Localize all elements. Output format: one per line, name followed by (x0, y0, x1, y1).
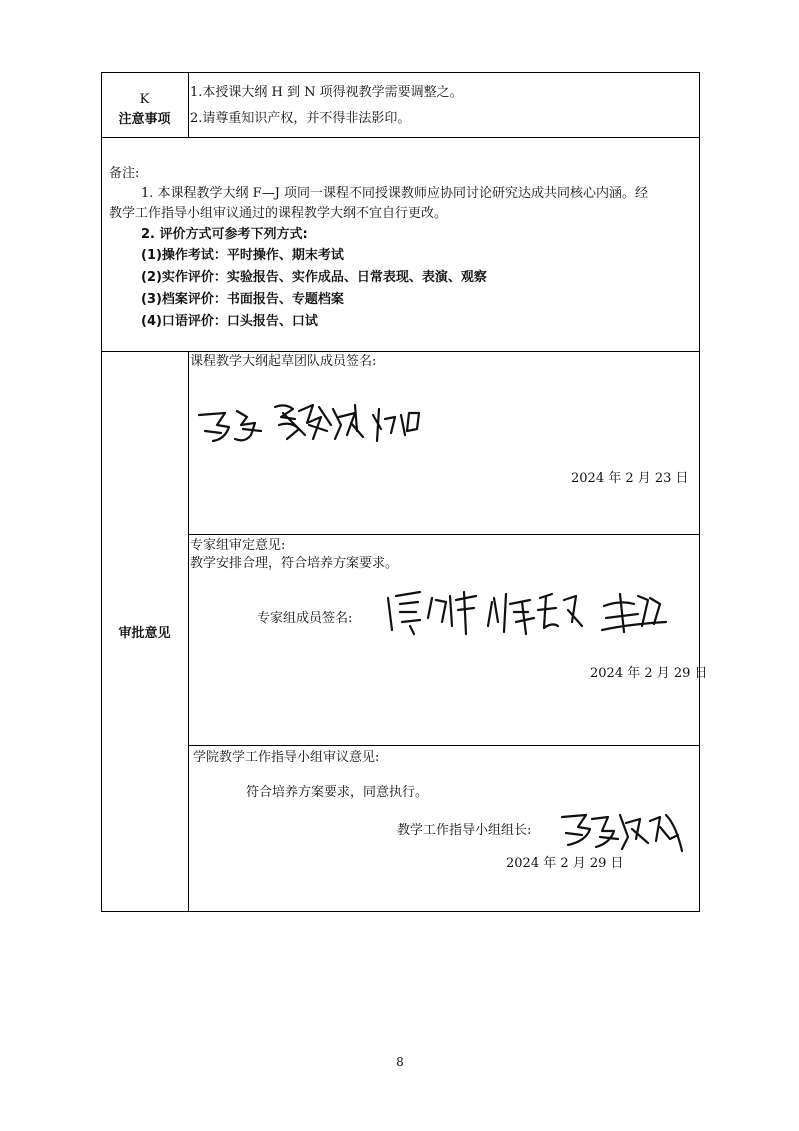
col-divider-notes (188, 72, 189, 138)
remarks-method-3: (3)档案评价：书面报告、专题档案 (141, 292, 344, 307)
remarks-heading: 备注: (109, 166, 140, 181)
expert-sign-label: 专家组成员签名: (257, 611, 353, 626)
remarks-method-2: (2)实作评价：实验报告、实作成品、日常表现、表演、观察 (141, 270, 487, 285)
row-divider-remarks (101, 351, 700, 352)
notes-item-2: 2.请尊重知识产权，并不得非法影印。 (190, 111, 411, 126)
row-divider-notes (101, 137, 700, 138)
college-sign-label: 教学工作指导小组组长: (397, 823, 532, 838)
col-divider-approval (188, 351, 189, 912)
row-divider-drafting (188, 534, 700, 535)
remarks-para1-line1: 1. 本课程教学大纲 F—J 项同一课程不同授课教师应协同讨论研究达成共同核心内涵。经 (141, 186, 649, 201)
drafting-date: 2024 年 2 月 23 日 (571, 471, 689, 486)
table-border-top (101, 72, 700, 73)
remarks-item-2: 2. 评价方式可参考下列方式: (141, 227, 308, 242)
table-border-right (699, 72, 700, 912)
college-leader-signature (556, 805, 686, 857)
remarks-method-4: (4)口语评价：口头报告、口试 (141, 314, 318, 329)
table-border-bottom (101, 911, 700, 912)
college-opinion: 符合培养方案要求，同意执行。 (246, 785, 429, 800)
remarks-para1-line2: 教学工作指导小组审议通过的课程教学大纲不宜自行更改。 (109, 206, 448, 221)
table-border-left (101, 72, 102, 912)
expert-heading: 专家组审定意见: (190, 538, 286, 553)
notes-item-1: 1.本授课大纲 H 到 N 项得视教学需要调整之。 (190, 85, 463, 100)
approval-label: 审批意见 (118, 626, 171, 641)
expert-date: 2024 年 2 月 29 日 (590, 666, 708, 681)
expert-opinion: 教学安排合理，符合培养方案要求。 (190, 556, 399, 571)
remarks-method-1: (1)操作考试：平时操作、期末考试 (141, 248, 344, 263)
notes-label-code: K (139, 92, 150, 107)
drafting-team-signatures (195, 395, 445, 455)
row-divider-expert (188, 745, 700, 746)
college-date: 2024 年 2 月 29 日 (506, 856, 624, 871)
expert-group-signatures (380, 582, 680, 642)
page-number: 8 (396, 1055, 404, 1069)
college-heading: 学院教学工作指导小组审议意见: (193, 750, 380, 765)
drafting-heading: 课程教学大纲起草团队成员签名: (190, 354, 377, 369)
notes-label: 注意事项 (118, 112, 171, 127)
